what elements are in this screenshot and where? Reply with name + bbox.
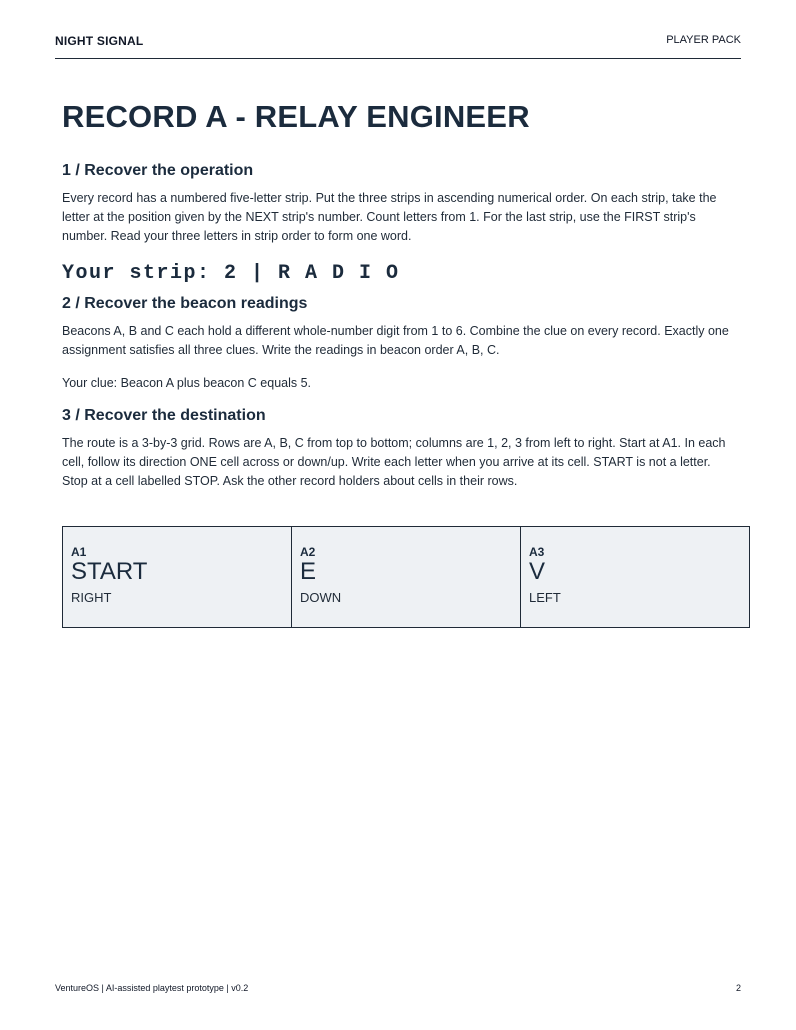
page-header bbox=[55, 34, 741, 59]
grid-cell-a3 bbox=[521, 527, 749, 627]
footer-credit: VentureOS | AI-assisted playtest prototype | v0.2 bbox=[55, 983, 249, 993]
grid-cell-a1 bbox=[63, 527, 292, 627]
cell-direction: DOWN bbox=[300, 590, 342, 605]
section-destination bbox=[62, 407, 732, 491]
cell-letter: START bbox=[71, 558, 148, 585]
brand-title: NIGHT SIGNAL bbox=[55, 34, 144, 48]
cell-id: A3 bbox=[529, 545, 545, 559]
page-title: RECORD A - RELAY ENGINEER bbox=[62, 99, 530, 134]
section-body: Every record has a numbered five-letter strip. Put the three strips in ascending numerical order. On each strip, take the letter at the position given by the NEXT strip's number. Count letters from 1. For the last strip, use the FIRST strip's number. Read your three letters in strip order to form one word. bbox=[62, 191, 717, 243]
cell-letter: V bbox=[529, 558, 546, 585]
main-content bbox=[62, 162, 732, 491]
cell-direction: LEFT bbox=[529, 590, 561, 605]
cell-direction: RIGHT bbox=[71, 590, 112, 605]
strip-readout: Your strip: 2 | R A D I O bbox=[62, 262, 400, 285]
section-heading: 1 / Recover the operation bbox=[62, 162, 254, 179]
cell-id: A2 bbox=[300, 545, 316, 559]
section-body: The route is a 3-by-3 grid. Rows are A, B, C from top to bottom; columns are 1, 2, 3 from left to right. Start at A1. In each cell, follow its direction ONE cell across or down/up. Write each letter when you arrive at its cell. START is not a letter. Stop at a cell labelled STOP. Ask the other record holders about cells in their rows. bbox=[62, 436, 726, 488]
section-heading: 3 / Recover the destination bbox=[62, 407, 266, 424]
section-beacons bbox=[62, 295, 732, 393]
section-operation bbox=[62, 162, 732, 285]
cell-id: A1 bbox=[71, 545, 87, 559]
cell-letter: E bbox=[300, 558, 317, 585]
section-heading: 2 / Recover the beacon readings bbox=[62, 295, 308, 312]
beacon-clue: Your clue: Beacon A plus beacon C equals 5. bbox=[62, 376, 312, 390]
grid-cell-a2 bbox=[292, 527, 521, 627]
page-number: 2 bbox=[735, 983, 741, 993]
section-body: Beacons A, B and C each hold a different whole-number digit from 1 to 6. Combine the clue on every record. Exactly one assignment satisfies all three clues. Write the readings in beacon order A, B, C. bbox=[62, 324, 729, 357]
pack-label: PLAYER PACK bbox=[666, 34, 741, 46]
route-grid bbox=[62, 526, 750, 628]
